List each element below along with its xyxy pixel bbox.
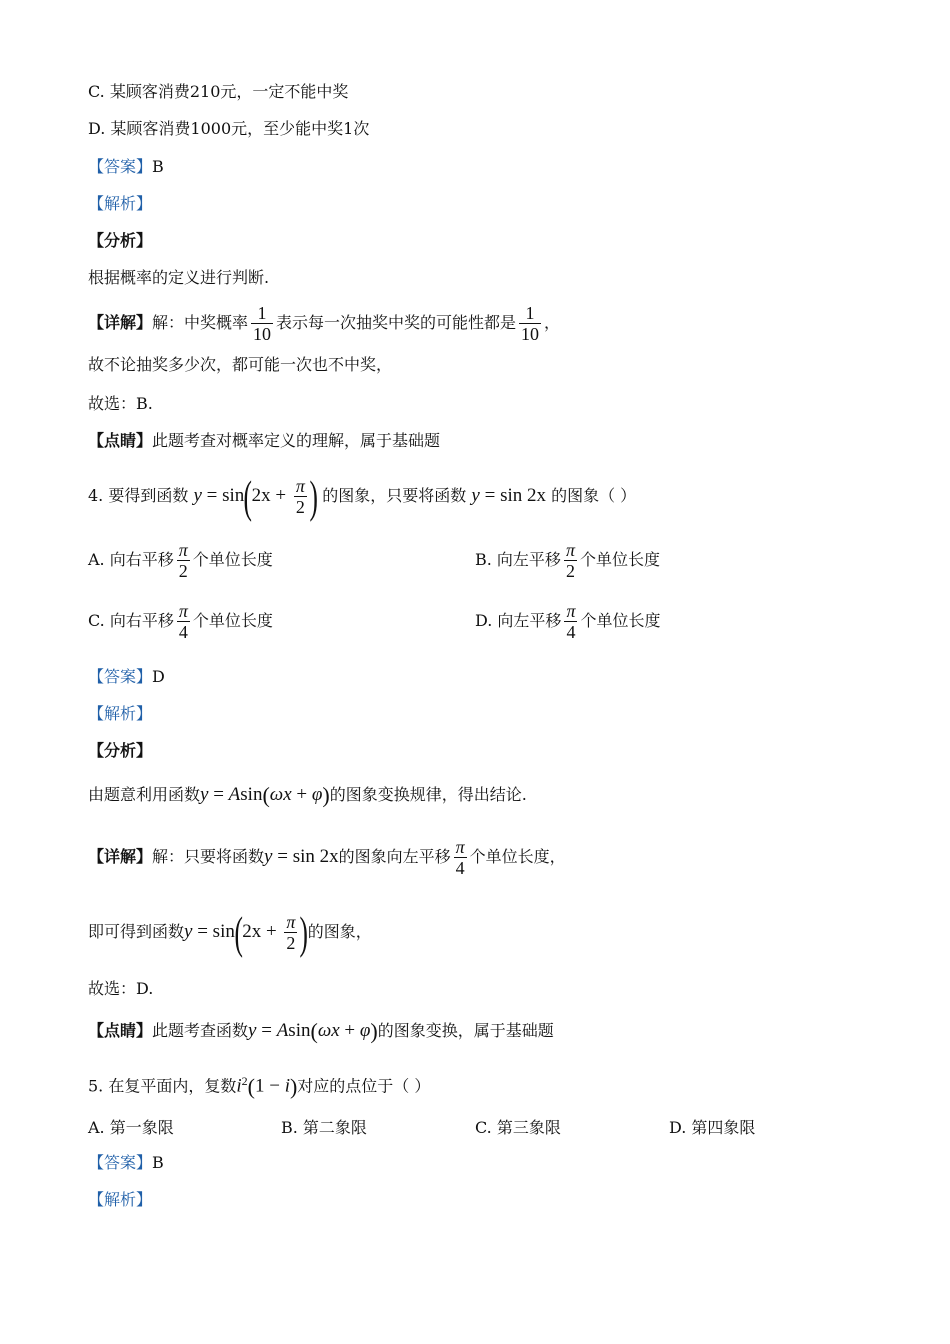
option-unit: 个单位长度 (580, 611, 661, 630)
choice-line-4 (88, 979, 153, 999)
choice-line-3 (88, 394, 153, 414)
option-label: C. 向右平移 (88, 611, 174, 630)
option-4b (475, 538, 660, 582)
jiexi-line-4 (88, 704, 152, 724)
math-sin: sin (288, 1020, 311, 1041)
fraction-numerator: π (178, 540, 188, 560)
detail-text: 故不论抽奖多少次，都可能一次也不中奖， (88, 355, 393, 374)
answer-line-4 (88, 667, 165, 687)
dianjing-text: 的图象变换，属于基础题 (377, 1021, 554, 1040)
answer-line-3 (88, 157, 164, 177)
math-plus: + (339, 1020, 360, 1041)
option-c-text: C. 某顾客消费210元，一定不能中奖 (88, 82, 349, 101)
math-var: y (264, 846, 273, 867)
jiexi-tag: 【解析】 (88, 1190, 153, 1209)
big-paren-left: ( (234, 906, 243, 958)
question-text: 的图象，只要将函数 (322, 486, 467, 505)
fraction-1-10 (519, 303, 541, 344)
math-sin: sin (240, 784, 263, 805)
detail-tag: 【详解】 (88, 847, 153, 866)
jiexi-tag: 【解析】 (88, 704, 153, 723)
option-label: A. 向右平移 (88, 550, 174, 569)
fraction-pi-4 (454, 837, 467, 878)
math-var: y (193, 485, 202, 506)
option-5a (88, 1115, 174, 1138)
question-text: 对应的点位于（ ） (297, 1076, 431, 1096)
answer-tag: 【答案】 (88, 667, 153, 686)
math-var: y (200, 784, 209, 805)
dianjing-text: 此题考查函数 (152, 1021, 249, 1040)
math-term: 2x (251, 485, 271, 506)
fraction-denominator: 2 (286, 933, 296, 953)
answer-tag: 【答案】 (88, 157, 153, 176)
question-text: 的图象（ ） (551, 486, 637, 505)
option-label: A. 第一象限 (88, 1118, 174, 1137)
big-paren-left: ( (243, 470, 253, 522)
question-5 (88, 1066, 430, 1102)
fraction-numerator: 1 (251, 303, 273, 324)
math-var: i (236, 1075, 242, 1097)
math-var: y (184, 921, 193, 942)
fraction-denominator: 2 (565, 561, 575, 581)
detail-line-4b (88, 906, 372, 958)
math-term: ωx (317, 1020, 340, 1041)
answer-value: B (152, 157, 164, 176)
fraction-denominator: 2 (295, 497, 305, 517)
dianjing-tag: 【点睛】 (88, 1021, 153, 1040)
math-term: ωx (269, 784, 292, 805)
option-4c (88, 599, 273, 643)
option-5d (669, 1115, 755, 1138)
fraction-denominator: 10 (253, 324, 272, 344)
math-sin: sin (212, 921, 235, 942)
option-5b (281, 1115, 367, 1138)
jiexi-tag: 【解析】 (88, 194, 153, 213)
math-var: y (471, 485, 480, 506)
fraction-pi-4 (177, 601, 190, 642)
jiexi-line-5 (88, 1190, 152, 1210)
option-label: B. 第二象限 (281, 1118, 367, 1137)
math-var: y (248, 1020, 257, 1041)
option-d-text: D. 某顾客消费1000元，至少能中奖1次 (88, 119, 370, 138)
math-eq: = (208, 784, 229, 805)
option-c-line (88, 82, 348, 102)
math-var: A (228, 784, 241, 805)
answer-value: D (152, 667, 165, 686)
question-text: 4. 要得到函数 (88, 486, 189, 505)
detail-text: 表示每一次抽奖中奖的可能性都是 (276, 313, 517, 332)
fenxi-tag: 【分析】 (88, 741, 153, 760)
option-label: C. 第三象限 (475, 1118, 561, 1137)
detail-line-3 (88, 298, 560, 348)
detail-line-3b (88, 355, 392, 375)
option-4a (88, 538, 273, 582)
fraction-numerator: π (566, 601, 576, 621)
math-eq: = (479, 485, 501, 506)
math-plus: + (270, 485, 291, 506)
fenxi-content: 由题意利用函数 (88, 785, 201, 804)
math-eq: = (201, 485, 223, 506)
detail-text: 的图象向左平移 (338, 847, 451, 866)
fraction-denominator: 4 (566, 622, 576, 642)
big-paren-right: ) (309, 470, 318, 522)
detail-text: 个单位长度， (469, 847, 566, 866)
math-term: 1 − (254, 1075, 285, 1097)
fenxi-text-3 (88, 268, 269, 288)
fraction-pi-2 (564, 540, 577, 581)
option-unit: 个单位长度 (579, 550, 660, 569)
fenxi-content: 根据概率的定义进行判断. (88, 268, 270, 287)
math-eq: = (192, 921, 213, 942)
option-unit: 个单位长度 (192, 550, 273, 569)
choice-text: 故选：B. (88, 394, 153, 413)
dianjing-line-4 (88, 1016, 554, 1047)
option-label: D. 第四象限 (669, 1118, 756, 1137)
option-d-line (88, 119, 369, 139)
option-4d (475, 599, 660, 643)
paren-right: ) (322, 782, 330, 808)
option-unit: 个单位长度 (192, 611, 273, 630)
math-term: sin 2x (292, 846, 339, 867)
fenxi-content: 的图象变换规律，得出结论. (329, 785, 527, 804)
fraction-pi-2 (294, 476, 307, 517)
fenxi-line-3 (88, 231, 152, 251)
paren-right: ) (370, 1018, 378, 1044)
fenxi-text-4 (88, 780, 527, 811)
math-exponent: 2 (241, 1074, 248, 1088)
fraction-1-10 (251, 303, 273, 344)
fraction-numerator: π (295, 476, 305, 496)
choice-text: 故选：D. (88, 979, 154, 998)
fraction-numerator: 1 (519, 303, 541, 324)
math-plus: + (291, 784, 312, 805)
answer-tag: 【答案】 (88, 1153, 153, 1172)
fraction-denominator: 2 (178, 561, 188, 581)
fraction-denominator: 10 (521, 324, 540, 344)
fraction-numerator: π (565, 540, 575, 560)
math-sin: sin (222, 485, 245, 506)
question-text: 5. 在复平面内，复数 (88, 1076, 237, 1096)
dianjing-tag: 【点睛】 (88, 431, 153, 450)
detail-text: 解：只要将函数 (152, 847, 265, 866)
detail-text: 解：中奖概率 (152, 313, 249, 332)
fenxi-tag: 【分析】 (88, 231, 153, 250)
detail-text: 的图象， (307, 922, 372, 941)
fraction-pi-2 (177, 540, 190, 581)
option-label: B. 向左平移 (475, 550, 561, 569)
fenxi-line-4 (88, 741, 152, 761)
paren-left: ( (247, 1073, 255, 1099)
fraction-denominator: 4 (178, 622, 188, 642)
option-label: D. 向左平移 (475, 611, 562, 630)
detail-line-4 (88, 834, 566, 880)
paren-right: ) (289, 1073, 298, 1099)
answer-line-5 (88, 1153, 164, 1173)
option-5c (475, 1115, 561, 1138)
fraction-numerator: π (455, 837, 465, 857)
fraction-numerator: π (178, 601, 188, 621)
detail-text: ， (544, 313, 561, 332)
math-var: i (284, 1075, 290, 1097)
math-var: φ (359, 1020, 371, 1041)
math-term: sin 2x (500, 485, 546, 506)
fraction-pi-2 (284, 912, 297, 953)
question-4 (88, 470, 636, 522)
fraction-pi-4 (564, 601, 577, 642)
math-var: A (276, 1020, 289, 1041)
answer-value: B (152, 1153, 164, 1172)
paren-left: ( (262, 782, 270, 808)
math-eq: = (272, 846, 293, 867)
dianjing-text: 此题考查对概率定义的理解，属于基础题 (152, 431, 441, 450)
dianjing-line-3 (88, 431, 440, 451)
math-eq: = (256, 1020, 277, 1041)
math-plus: + (261, 921, 282, 942)
math-var: φ (311, 784, 323, 805)
fraction-numerator: π (286, 912, 296, 932)
big-paren-right: ) (299, 906, 309, 958)
math-term: 2x (242, 921, 262, 942)
paren-left: ( (310, 1018, 318, 1044)
detail-tag: 【详解】 (88, 313, 153, 332)
jiexi-line-3 (88, 194, 152, 214)
detail-text: 即可得到函数 (88, 922, 185, 941)
fraction-denominator: 4 (455, 858, 465, 878)
